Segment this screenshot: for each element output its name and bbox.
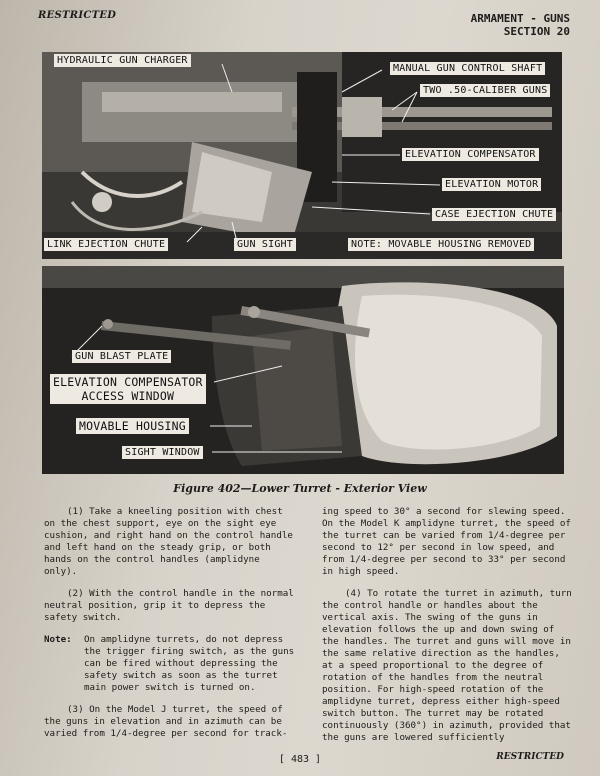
note-block bbox=[44, 634, 298, 694]
label-access-window-line2: ACCESS WINDOW bbox=[81, 389, 175, 403]
turret-exterior-photo bbox=[42, 266, 564, 474]
text-column-right bbox=[322, 506, 576, 754]
text-column-left bbox=[44, 506, 298, 750]
label-manual-gun-control-shaft: MANUAL GUN CONTROL SHAFT bbox=[390, 62, 545, 75]
paragraph-step-3-continued: ing speed to 30° a second for slewing speed. On the Model K amplidyne turret, the speed of the turret can be varied from 1/4-degree per second to 12° per second in low speed, and from 1/4-degree per second to 33° per second in high speed. bbox=[322, 506, 571, 577]
label-two-50-caliber-guns: TWO .50-CALIBER GUNS bbox=[420, 84, 550, 97]
note-label: Note: bbox=[44, 634, 72, 645]
label-movable-housing: MOVABLE HOUSING bbox=[76, 418, 189, 434]
note-text: On amplidyne turrets, do not depress the trigger firing switch, as the guns can be fired without depressing the safety switch as soon as the turret main power switch is turned on. bbox=[84, 634, 295, 693]
header-title bbox=[471, 12, 570, 38]
turret-exterior-drawing bbox=[42, 266, 564, 474]
label-elevation-compensator: ELEVATION COMPENSATOR bbox=[402, 148, 539, 161]
paragraph-step-3: (3) On the Model J turret, the speed of the guns in elevation and in azimuth can be varied from 1/4-degree per second for track- bbox=[44, 704, 288, 739]
header-title-line2: SECTION 20 bbox=[503, 25, 570, 38]
label-elevation-motor: ELEVATION MOTOR bbox=[442, 178, 541, 191]
label-gun-sight: GUN SIGHT bbox=[234, 238, 296, 251]
paragraph-step-4: (4) To rotate the turret in azimuth, turn the control handle or handles about the vertical axis. The swing of the guns in elevation follows the up and down swing of the handles. The turret and guns will move in the same relative direction as the handles, at a speed proportional to the degree of rotation of the handles from the neutral position. For high-speed rotation of the amplidyne turret, depress either high-speed switch button. The turret may be rotated continuously (360°) in azimuth, provided that the guns are lowered sufficiently bbox=[322, 588, 572, 743]
label-elevation-compensator-line1: ELEVATION COMPENSATOR bbox=[53, 375, 203, 389]
paragraph-step-1: (1) Take a kneeling position with chest on the chest support, eye on the sight eye cushion, and right hand on the control handle and left hand on the steady grip, or both hands on the control handles (amplidyne only). bbox=[44, 506, 293, 577]
figure-caption: Figure 402—Lower Turret - Exterior View bbox=[173, 482, 427, 495]
page-number: [ 483 ] bbox=[278, 754, 322, 765]
header-classification: RESTRICTED bbox=[38, 10, 117, 21]
paragraph-step-2: (2) With the control handle in the normal neutral position, grip it to depress the safety switch. bbox=[44, 588, 294, 623]
label-note-movable-housing-removed: NOTE: MOVABLE HOUSING REMOVED bbox=[348, 238, 534, 251]
label-link-ejection-chute: LINK EJECTION CHUTE bbox=[44, 238, 168, 251]
label-case-ejection-chute: CASE EJECTION CHUTE bbox=[432, 208, 556, 221]
footer-classification: RESTRICTED bbox=[496, 752, 564, 762]
label-sight-window: SIGHT WINDOW bbox=[122, 446, 203, 459]
label-gun-blast-plate: GUN BLAST PLATE bbox=[72, 350, 171, 363]
header-title-line1: ARMAMENT - GUNS bbox=[470, 12, 570, 25]
label-elevation-compensator-access-window bbox=[50, 374, 206, 404]
turret-mechanism-photo bbox=[42, 52, 562, 259]
label-hydraulic-gun-charger: HYDRAULIC GUN CHARGER bbox=[54, 54, 191, 67]
